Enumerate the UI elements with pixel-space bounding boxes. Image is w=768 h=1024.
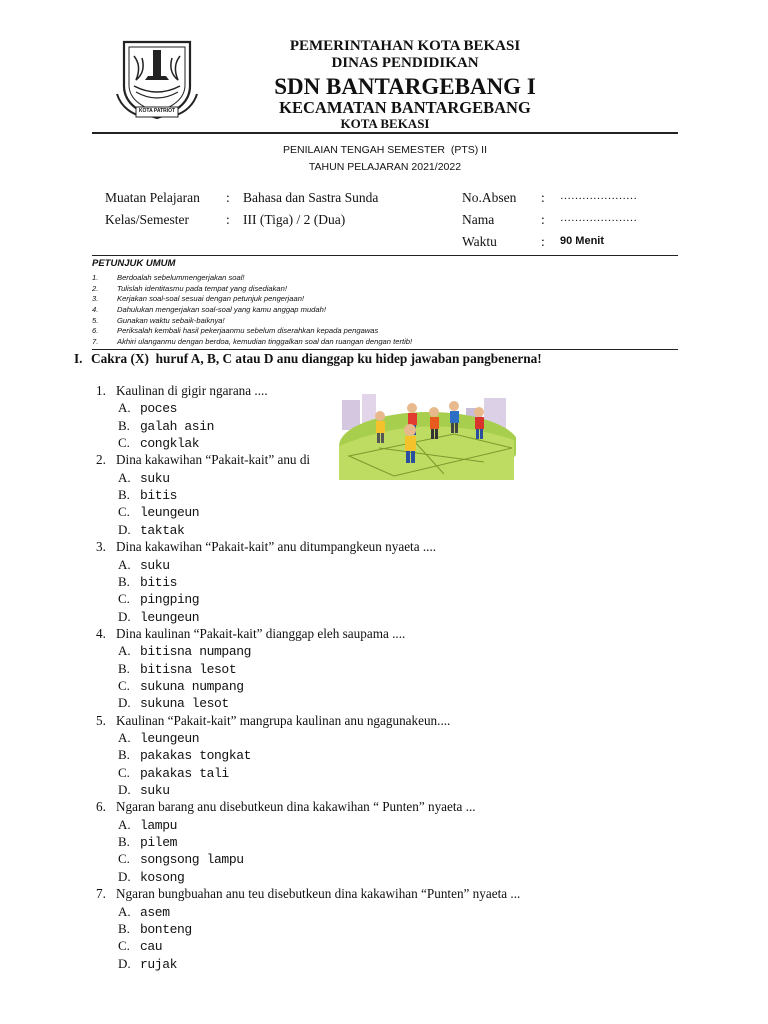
question-number: 6. [96, 799, 106, 815]
option-text: bonteng [140, 921, 192, 937]
option-letter: D. [118, 782, 131, 798]
question-2 [96, 452, 310, 468]
colon: : [226, 190, 230, 205]
section-instruction: Cakra (X) huruf A, B, C atau D anu dianggap ku hidep jawaban pangbenerna! [91, 351, 542, 366]
answer-option[interactable] [118, 418, 214, 434]
option-letter: C. [118, 938, 130, 954]
absen-label: No.Absen [462, 190, 517, 205]
answer-option[interactable] [118, 747, 251, 763]
answer-option[interactable] [118, 557, 170, 573]
colon: : [541, 234, 545, 249]
instruction-text: Akhiri ulanganmu dengan berdoa, kemudian tinggalkan soal dan ruangan dengan tertib! [117, 337, 413, 347]
exam-title: PENILAIAN TENGAH SEMESTER (PTS) II [282, 144, 487, 156]
option-letter: C. [118, 591, 130, 607]
option-letter: D. [118, 955, 131, 971]
instruction-text: Berdoalah sebelummengerjakan soal! [117, 273, 245, 282]
exam-year: TAHUN PELAJARAN 2021/2022 [308, 161, 462, 173]
option-text: rujak [140, 956, 178, 972]
colon: : [226, 212, 230, 227]
answer-option[interactable] [118, 661, 236, 677]
option-letter: D. [118, 868, 131, 884]
class-value: III (Tiga) / 2 (Dua) [243, 212, 346, 227]
option-text: sukuna numpang [140, 678, 244, 694]
question-text: Ngaran bungbuahan anu teu disebutkeun dina kakawihan “Punten” nyaeta ... [116, 886, 521, 902]
question-number: 1. [96, 383, 106, 398]
option-text: bitis [140, 488, 178, 504]
question-number: 7. [96, 886, 106, 902]
option-letter: C. [118, 851, 130, 867]
option-text: suku [140, 557, 170, 573]
answer-option[interactable] [118, 869, 184, 885]
name-label: Nama [462, 212, 495, 227]
option-text: bitisna numpang [140, 644, 252, 660]
option-letter: B. [118, 920, 130, 936]
option-letter: B. [118, 417, 130, 433]
option-text: leungeun [140, 609, 200, 625]
answer-option[interactable] [118, 956, 177, 972]
subject-label: Muatan Pelajaran [105, 190, 200, 205]
option-text: pingping [140, 592, 200, 608]
question-7 [96, 886, 520, 902]
instruction-number: 5. [92, 315, 99, 325]
option-text: taktak [140, 522, 185, 538]
option-letter: A. [118, 730, 131, 745]
answer-option[interactable] [118, 609, 199, 625]
option-text: bitisna lesot [140, 661, 237, 677]
header-divider [92, 132, 678, 134]
instruction-text: Kerjakan soal-soal sesuai dengan petunjuk pengerjaan! [117, 294, 305, 304]
option-letter: A. [118, 816, 131, 832]
answer-option[interactable] [118, 643, 251, 659]
option-letter: A. [118, 556, 131, 572]
option-text: pilem [140, 835, 178, 851]
option-letter: C. [118, 764, 130, 780]
question-text: Dina kakawihan “Pakait-kait” anu ditumpangkeun nyaeta .... [116, 539, 437, 555]
section-heading [74, 351, 542, 367]
question-number: 4. [96, 625, 106, 641]
option-text: songsong lampu [140, 852, 244, 868]
option-letter: D. [118, 521, 131, 537]
instruction-number: 7. [92, 337, 99, 347]
option-text: asem [140, 904, 170, 920]
section-number: I. [74, 351, 83, 366]
option-text: suku [140, 783, 170, 799]
question-text: Dina kakawihan “Pakait-kait” anu di [116, 452, 311, 468]
question-text: Ngaran barang anu disebutkeun dina kakawihan “ Punten” nyaeta ... [116, 799, 476, 815]
logo-ribbon-text: KOTA PATRIOT [138, 108, 176, 114]
instructions-title: PETUNJUK UMUM [92, 258, 176, 269]
header-district: KECAMATAN BANTARGEBANG [279, 98, 531, 117]
instruction-item [92, 305, 412, 316]
header-government: PEMERINTAHAN KOTA BEKASI [289, 38, 521, 54]
question-5 [96, 713, 450, 729]
answer-option[interactable] [118, 904, 170, 920]
option-text: lampu [140, 817, 178, 833]
option-text: congklak [140, 436, 200, 452]
children-playing-illustration [334, 386, 516, 480]
option-letter: D. [118, 608, 131, 624]
option-letter: D. [118, 695, 131, 711]
colon: : [541, 190, 545, 205]
answer-option[interactable] [118, 435, 199, 451]
colon: : [541, 212, 545, 227]
option-letter: C. [118, 504, 130, 520]
answer-option[interactable] [118, 765, 229, 781]
instruction-item [92, 284, 412, 295]
class-label: Kelas/Semester [105, 212, 189, 227]
option-text: sukuna lesot [140, 696, 229, 712]
answer-option[interactable] [118, 921, 192, 937]
question-text: Kaulinan di gigir ngarana .... [116, 383, 268, 398]
answer-option[interactable] [118, 782, 170, 798]
question-1 [96, 383, 268, 399]
instruction-item [92, 326, 412, 337]
option-text: cau [140, 939, 163, 955]
subject-value: Bahasa dan Sastra Sunda [243, 190, 379, 205]
instruction-item [92, 273, 412, 284]
time-label: Waktu [462, 234, 497, 249]
header-school-name: SDN BANTARGEBANG I [274, 74, 536, 99]
question-number: 3. [96, 539, 106, 555]
instruction-number: 6. [92, 326, 99, 336]
header-department: DINAS PENDIDIKAN [331, 55, 479, 71]
question-3 [96, 539, 436, 555]
option-text: leungeun [140, 505, 200, 521]
question-number: 5. [96, 712, 106, 728]
option-text: kosong [140, 869, 185, 885]
option-letter: A. [118, 643, 131, 659]
option-text: poces [140, 401, 178, 417]
option-text: leungeun [140, 731, 200, 746]
option-text: pakakas tongkat [140, 748, 252, 764]
answer-option[interactable] [118, 695, 229, 711]
answer-option[interactable] [118, 834, 177, 850]
question-text: Kaulinan “Pakait-kait” mangrupa kaulinan anu ngagunakeun.... [116, 712, 451, 728]
answer-option[interactable] [118, 574, 177, 590]
absen-value: ………………… [560, 190, 637, 202]
instruction-item [92, 316, 412, 327]
answer-option[interactable] [118, 938, 162, 954]
info-divider [92, 255, 678, 256]
question-number: 2. [96, 452, 106, 468]
instruction-number: 4. [92, 305, 99, 315]
answer-option[interactable] [118, 678, 244, 694]
option-text: bitis [140, 574, 178, 590]
answer-option[interactable] [118, 522, 184, 538]
answer-option[interactable] [118, 504, 199, 520]
instruction-item [92, 294, 412, 305]
option-letter: A. [118, 469, 131, 485]
option-text: pakakas tali [140, 765, 229, 781]
option-text: suku [140, 470, 170, 486]
instruction-text: Periksalah kembali hasil pekerjaanmu sebelum diserahkan kepada pengawas [117, 326, 379, 336]
instructions-divider [92, 349, 678, 350]
instruction-text: Tulislah identitasmu pada tempat yang disediakan! [117, 283, 287, 293]
header-city: KOTA BEKASI [340, 116, 430, 131]
question-4 [96, 626, 405, 642]
option-letter: A. [118, 903, 131, 919]
question-6 [96, 799, 476, 815]
instruction-number: 2. [92, 283, 99, 293]
instruction-number: 1. [92, 273, 99, 282]
option-letter: A. [118, 400, 131, 416]
instruction-text: Gunakan waktu sebaik-baiknya! [117, 315, 225, 325]
question-text: Dina kaulinan “Pakait-kait” dianggap eleh saupama .... [116, 625, 406, 641]
instruction-item [92, 337, 412, 348]
option-letter: B. [118, 834, 130, 850]
instruction-text: Dahulukan mengerjakan soal-soal yang kamu anggap mudah! [117, 305, 326, 315]
answer-option[interactable] [118, 400, 177, 416]
instruction-number: 3. [92, 294, 99, 304]
answer-option[interactable] [118, 591, 199, 607]
option-letter: B. [118, 747, 130, 763]
name-value: ………………… [560, 212, 637, 224]
option-letter: C. [118, 677, 130, 693]
option-letter: C. [118, 435, 130, 451]
option-letter: B. [118, 573, 130, 589]
time-value: 90 Menit [560, 235, 605, 247]
option-letter: B. [118, 487, 130, 503]
option-letter: B. [118, 660, 130, 676]
answer-option[interactable] [118, 730, 199, 746]
answer-option[interactable] [118, 817, 177, 833]
answer-option[interactable] [118, 487, 177, 503]
answer-option[interactable] [118, 470, 170, 486]
bekasi-logo [112, 36, 202, 122]
answer-option[interactable] [118, 851, 244, 867]
instructions-list [92, 273, 412, 348]
option-text: galah asin [140, 418, 215, 434]
